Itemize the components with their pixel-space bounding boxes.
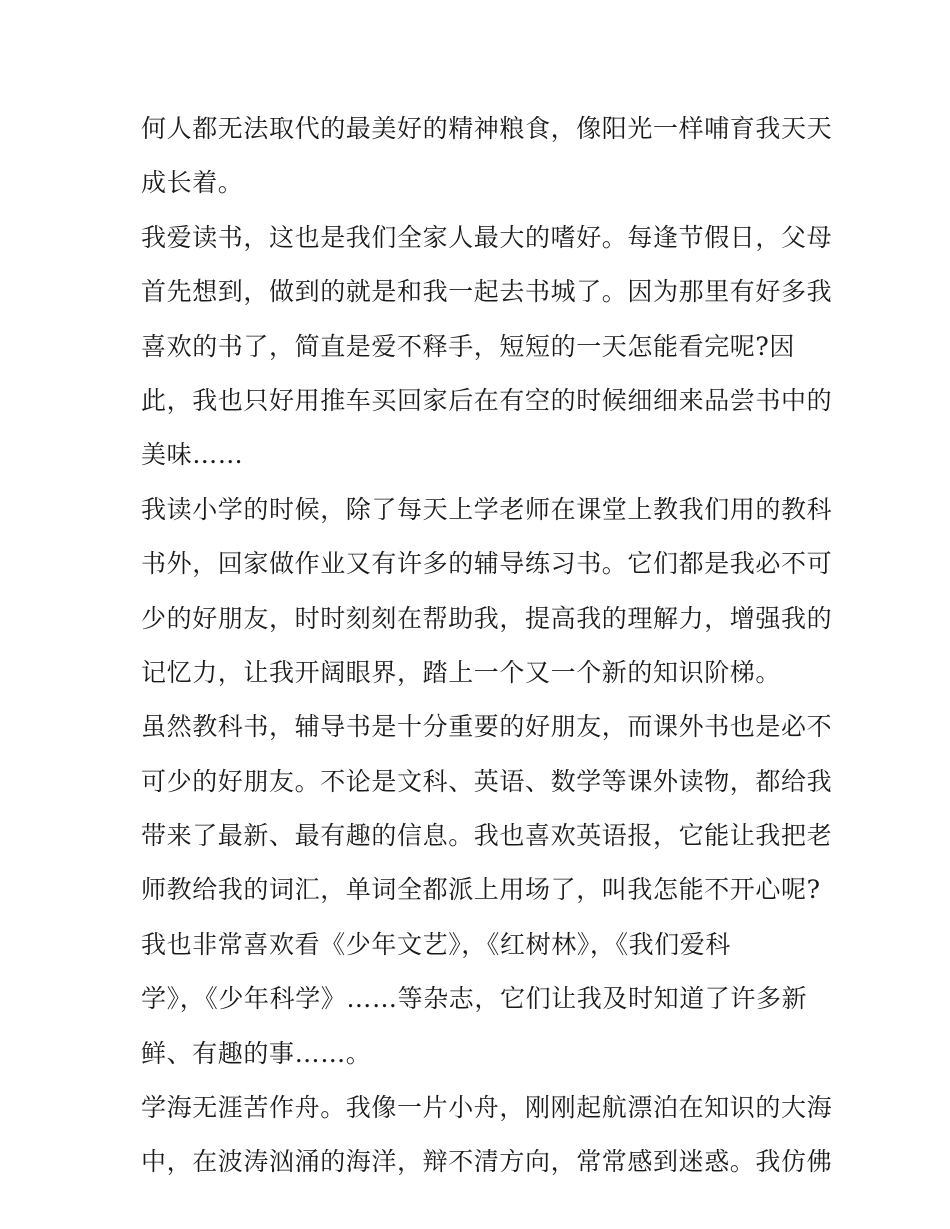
text-line: 师教给我的词汇，单词全都派上用场了，叫我怎能不开心呢? [141,875,821,905]
text-line: 学海无涯苦作舟。我像一片小舟，刚刚起航漂泊在知识的大海 [141,1093,833,1123]
text-line: 可少的好朋友。不论是文科、英语、数学等课外读物，都给我 [141,766,833,796]
text-line: 中，在波涛汹涌的海洋，辩不清方向，常常感到迷惑。我仿佛 [141,1147,833,1177]
text-line: 虽然教科书，辅导书是十分重要的好朋友，而课外书也是必不 [141,712,833,742]
text-line: 喜欢的书了，简直是爱不释手，短短的一天怎能看完呢?因 [141,331,796,361]
text-line: 我读小学的时候，除了每天上学老师在课堂上教我们用的教科 [141,494,833,524]
text-line: 带来了最新、最有趣的信息。我也喜欢英语报，它能让我把老 [141,821,833,851]
text-line: 成长着。 [141,168,244,198]
text-line: 鲜、有趣的事……。 [141,1038,372,1068]
text-line: 何人都无法取代的最美好的精神粮食，像阳光一样哺育我天天 [141,114,833,143]
text-line: 少的好朋友，时时刻刻在帮助我，提高我的理解力，增强我的 [141,603,833,633]
text-line: 我也非常喜欢看《少年文艺》，《红树林》，《我们爱科 [141,929,732,959]
text-line: 书外，回家做作业又有许多的辅导练习书。它们都是我必不可 [141,549,833,579]
text-line: 学》，《少年科学》……等杂志，它们让我及时知道了许多新 [141,984,808,1014]
text-line: 记忆力，让我开阔眼界，踏上一个又一个新的知识阶梯。 [141,657,782,687]
text-line: 美味…… [141,440,244,470]
text-line: 我爱读书，这也是我们全家人最大的嗜好。每逢节假日，父母 [141,222,833,252]
text-line: 此，我也只好用推车买回家后在有空的时候细细来品尝书中的 [141,385,833,415]
text-line: 首先想到，做到的就是和我一起去书城了。因为那里有好多我 [141,277,833,307]
document-body [141,102,833,1190]
